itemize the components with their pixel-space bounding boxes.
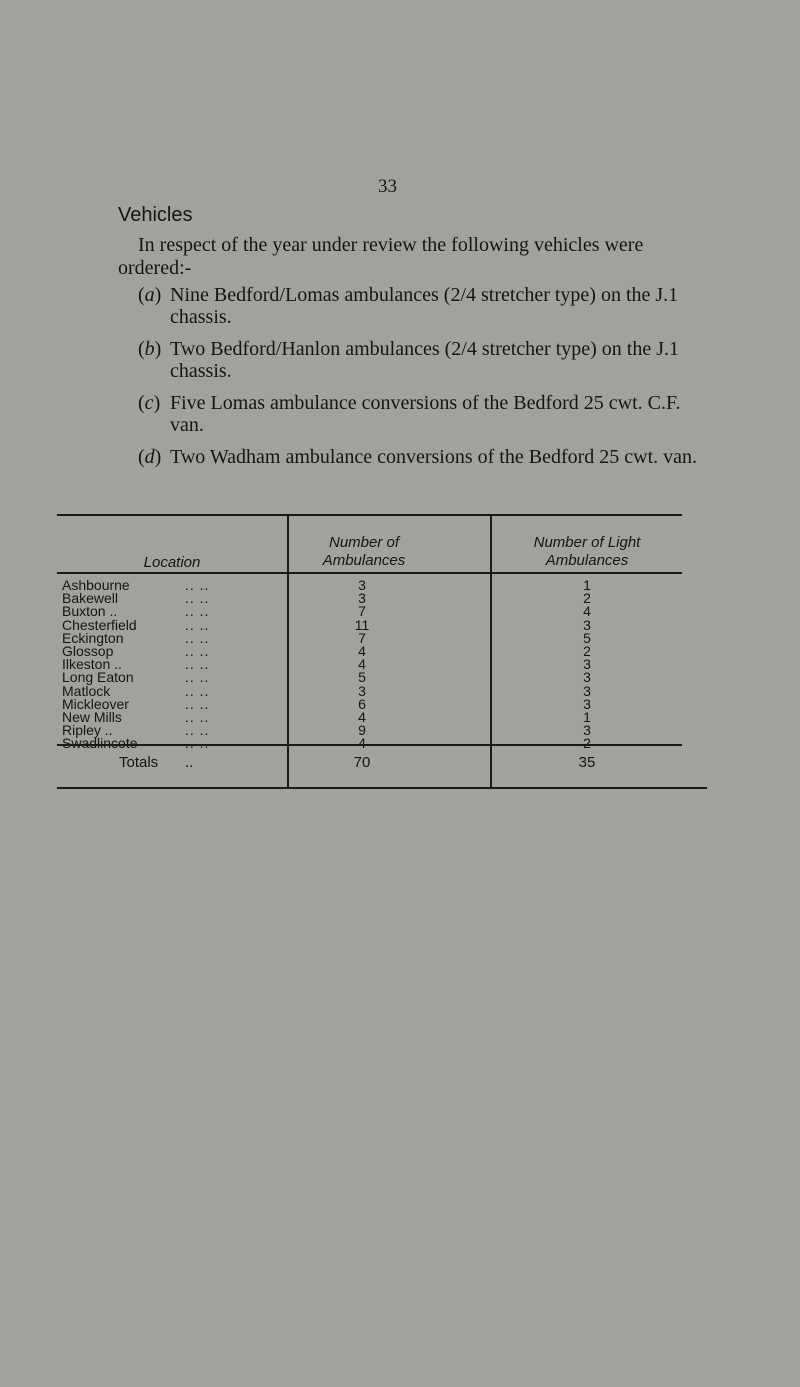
item-letter: c: [144, 392, 154, 414]
totals-ambulances: 70: [353, 754, 371, 771]
totals-rule: [57, 744, 682, 746]
ambulances-cell: 9: [358, 722, 366, 739]
list-item: [118, 392, 718, 436]
item-marker: (a): [138, 284, 162, 306]
location-cell: Mickleover: [62, 695, 129, 712]
light-ambulances-cell: 3: [583, 695, 591, 712]
item-letter: a: [144, 284, 155, 306]
table-top-rule: [57, 514, 682, 516]
light-ambulances-cell: 1: [583, 709, 591, 725]
light-ambulances-cell: 2: [583, 590, 591, 607]
location-cell: New Mills: [62, 709, 122, 725]
intro-paragraph: In respect of the year under review the following vehicles were ordered:-: [118, 234, 644, 279]
list-item: [118, 446, 718, 468]
leader-dots: .. ..: [185, 695, 210, 712]
table-bottom-rule: [57, 787, 707, 789]
list-item: [118, 284, 718, 328]
ambulances-cell: 6: [358, 695, 366, 712]
vehicle-list: [118, 284, 718, 478]
header-rule: [57, 572, 682, 574]
light-ambulances-cell: 2: [583, 643, 591, 659]
leader-dots: .. ..: [185, 722, 210, 739]
leader-dots: .. ..: [185, 629, 210, 646]
location-cell: Long Eaton: [62, 669, 134, 686]
location-cell: Ilkeston ..: [62, 656, 122, 673]
light-ambulances-cell: 3: [583, 722, 591, 739]
ambulances-cell: 3: [358, 577, 366, 593]
leader-dots: .. ..: [185, 590, 210, 607]
ambulances-cell: 4: [358, 656, 366, 673]
light-ambulances-cell: 3: [583, 656, 591, 673]
location-cell: Matlock: [62, 682, 111, 699]
light-ambulances-cell: 3: [583, 682, 591, 699]
light-ambulances-cell: 4: [583, 603, 591, 620]
header-light-ambulances: Number of Light Ambulances: [533, 534, 641, 569]
light-ambulances-cell: 1: [583, 577, 591, 593]
header-location: Location: [143, 554, 201, 571]
light-ambulances-cell: 3: [583, 669, 591, 686]
item-marker: (c): [138, 392, 161, 414]
header-ambulances: Number of Ambulances: [322, 534, 406, 569]
leader-dots: .. ..: [185, 669, 210, 686]
totals-light-ambulances: 35: [578, 754, 596, 771]
leader-dots: .. ..: [185, 616, 210, 633]
leader-dots: .. ..: [185, 709, 210, 725]
leader-dots: ..: [185, 754, 194, 771]
item-text: Five Lomas ambulance conversions of the Bedford 25 cwt. C.F. van.: [170, 392, 681, 436]
ambulances-cell: 11: [354, 616, 370, 633]
leader-dots: .. ..: [185, 656, 210, 673]
item-text: Nine Bedford/Lomas ambulances (2/4 stretcher type) on the J.1 chassis.: [170, 284, 679, 328]
light-ambulances-cell: 5: [583, 629, 591, 646]
location-cell: Buxton ..: [62, 603, 118, 620]
leader-dots: .. ..: [185, 603, 210, 620]
ambulances-cell: 4: [358, 643, 366, 659]
location-cell: Bakewell: [62, 590, 119, 607]
location-cell: Ripley ..: [62, 722, 113, 739]
ambulances-cell: 7: [358, 629, 366, 646]
leader-dots: .. ..: [185, 682, 210, 699]
location-cell: Eckington: [62, 629, 124, 646]
list-item: [118, 338, 718, 382]
leader-dots: .. ..: [185, 577, 210, 593]
page-number: 33: [378, 176, 397, 197]
ambulances-cell: 3: [358, 590, 366, 607]
ambulances-cell: 4: [358, 709, 366, 725]
leader-dots: .. ..: [185, 643, 210, 659]
item-text: Two Wadham ambulance conversions of the Bedford 25 cwt. van.: [170, 446, 698, 468]
item-marker: (b): [138, 338, 162, 360]
totals-label: Totals: [119, 754, 159, 771]
item-letter: d: [144, 446, 155, 468]
item-letter: b: [144, 338, 155, 360]
light-ambulances-cell: 3: [583, 616, 591, 633]
ambulances-cell: 5: [358, 669, 366, 686]
item-text: Two Bedford/Hanlon ambulances (2/4 stretcher type) on the J.1 chassis.: [170, 338, 680, 382]
item-marker: (d): [138, 446, 162, 468]
location-cell: Glossop: [62, 643, 114, 659]
ambulances-cell: 7: [358, 603, 366, 620]
location-cell: Ashbourne: [62, 577, 130, 593]
location-cell: Chesterfield: [62, 616, 137, 633]
ambulances-cell: 3: [358, 682, 366, 699]
section-heading: Vehicles: [118, 204, 193, 226]
